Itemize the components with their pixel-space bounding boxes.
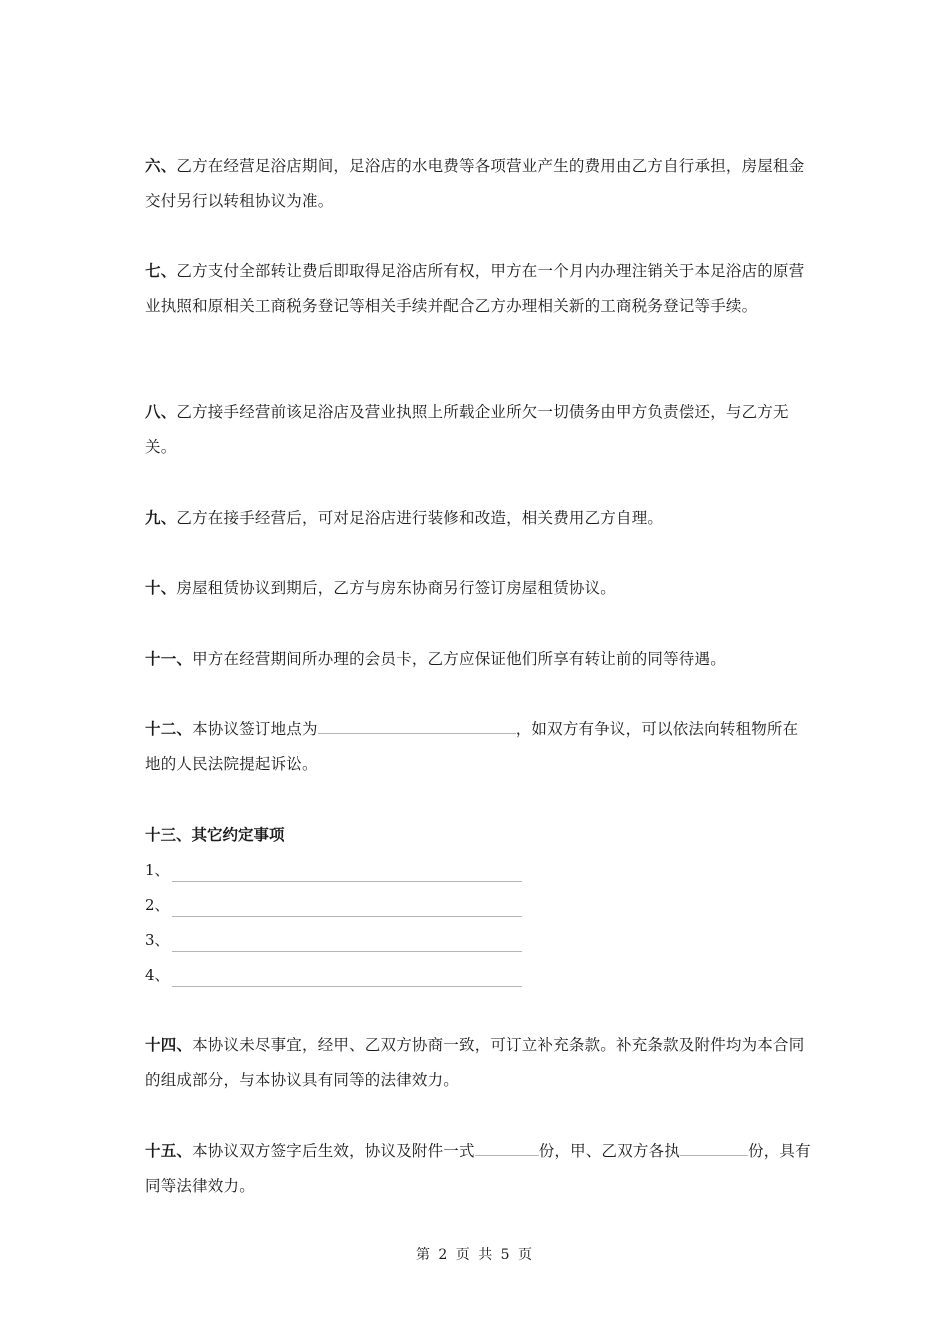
clause-text: 乙方在接手经营后，可对足浴店进行装修和改造，相关费用乙方自理。 <box>176 509 664 527</box>
clause-text: 份，甲、乙双方各执 <box>538 1142 681 1160</box>
item-number: 1、 <box>145 861 170 879</box>
clause-15 <box>145 1134 813 1204</box>
copies-each-blank[interactable] <box>680 1135 748 1156</box>
clause-14 <box>145 1028 813 1098</box>
other-item-4 <box>145 963 522 987</box>
clause-text: 本协议未尽事宜，经甲、乙双方协商一致，可订立补充条款。补充条款及附件均为本合同的组成部分，与本协议具有同等的法律效力。 <box>145 1036 805 1089</box>
item-number: 4、 <box>145 966 170 984</box>
clause-number: 十一、 <box>145 650 193 668</box>
item-number: 2、 <box>145 896 170 914</box>
clause-text: 乙方在经营足浴店期间，足浴店的水电费等各项营业产生的费用由乙方自行承担，房屋租金交付另行以转租协议为准。 <box>145 157 805 210</box>
clause-9 <box>145 501 813 536</box>
clause-11 <box>145 642 813 677</box>
clause-number: 十四、 <box>145 1036 193 1054</box>
clause-number: 六、 <box>145 157 177 175</box>
clause-text: 份，具有同等法律效力。 <box>145 1142 811 1195</box>
item-blank-line[interactable] <box>172 968 522 987</box>
page-footer: 第 2 页 共 5 页 <box>415 1247 535 1263</box>
clause-text: ，如双方有争议，可以依法向转租物所在地的人民法院提起诉讼。 <box>145 720 799 773</box>
clause-number: 十五、 <box>145 1142 193 1160</box>
item-blank-line[interactable] <box>172 898 522 917</box>
clause-8 <box>145 395 813 465</box>
signing-place-blank[interactable] <box>318 713 516 734</box>
clause-12 <box>145 712 813 782</box>
item-blank-line[interactable] <box>172 863 522 882</box>
clause-7 <box>145 254 813 324</box>
clause-6 <box>145 149 813 219</box>
clause-text: 乙方接手经营前该足浴店及营业执照上所载企业所欠一切债务由甲方负责偿还，与乙方无关。 <box>145 403 789 456</box>
other-item-1 <box>145 858 522 882</box>
clause-text: 房屋租赁协议到期后，乙方与房东协商另行签订房屋租赁协议。 <box>176 579 617 597</box>
clause-text: 本协议签订地点为 <box>192 720 318 738</box>
clause-text: 乙方支付全部转让费后即取得足浴店所有权，甲方在一个月内办理注销关于本足浴店的原营业执照和原相关工商税务登记等相关手续并配合乙方办理相关新的工商税务登记等手续。 <box>145 262 805 315</box>
other-item-3 <box>145 928 522 952</box>
clause-10 <box>145 571 813 606</box>
clause-13-heading: 十三、其它约定事项 <box>145 826 285 844</box>
copies-total-blank[interactable] <box>475 1135 539 1156</box>
clause-number: 八、 <box>145 403 177 421</box>
other-item-2 <box>145 893 522 917</box>
clause-number: 十二、 <box>145 720 193 738</box>
clause-text: 甲方在经营期间所办理的会员卡，乙方应保证他们所享有转让前的同等待遇。 <box>192 650 726 668</box>
item-blank-line[interactable] <box>172 933 522 952</box>
clause-number: 九、 <box>145 509 177 527</box>
clause-number: 七、 <box>145 262 177 280</box>
clause-text: 本协议双方签字后生效，协议及附件一式 <box>192 1142 475 1160</box>
item-number: 3、 <box>145 931 170 949</box>
clause-number: 十、 <box>145 579 177 597</box>
